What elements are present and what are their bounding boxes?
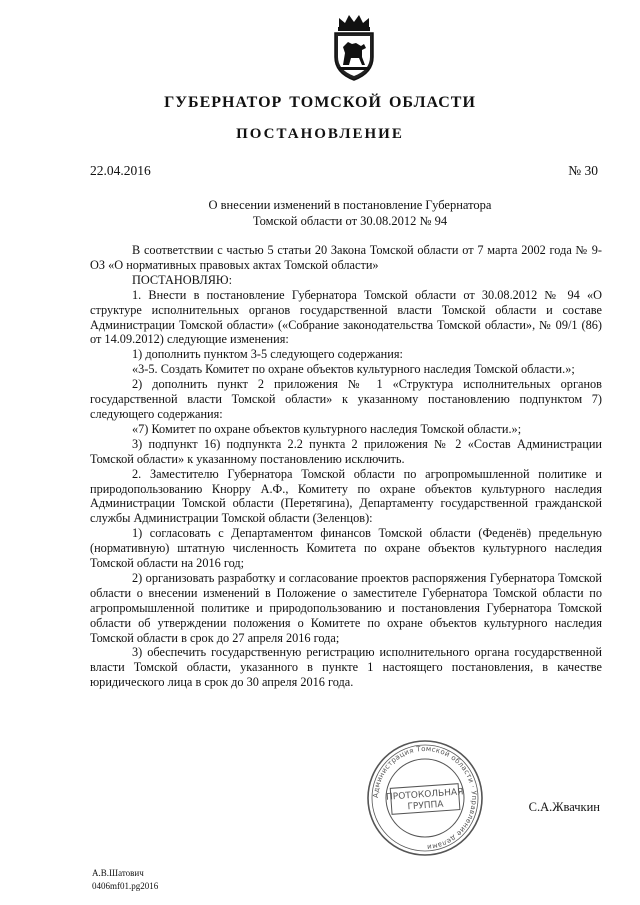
body-paragraph: В соответствии с частью 5 статьи 20 Закона Томской области от 7 марта 2002 года № 9-ОЗ «О нормативных правовых актах Томской области» bbox=[90, 243, 602, 272]
organization-title: ГУБЕРНАТОР ТОМСКОЙ ОБЛАСТИ bbox=[164, 94, 476, 111]
body-paragraph: 1) согласовать с Департаментом финансов Томской области (Феденёв) предельную (нормативную) штатную численность Комитета по охране объектов культурного наследия Томской области на 2016 год; bbox=[90, 526, 602, 571]
executor-file-code: 0406mf01.pg2016 bbox=[92, 881, 159, 891]
tomsk-coat-of-arms-icon bbox=[331, 13, 377, 83]
subject-line-2: Томской области от 30.08.2012 № 94 bbox=[252, 214, 448, 228]
document-number: № 30 bbox=[568, 163, 598, 178]
document-type: ПОСТАНОВЛЕНИЕ bbox=[236, 126, 404, 142]
subject-line-1: О внесении изменений в постановление Губернатора bbox=[208, 198, 492, 212]
signatory-name: С.А.Жвачкин bbox=[528, 800, 600, 814]
body-paragraph: ПОСТАНОВЛЯЮ: bbox=[132, 272, 232, 287]
executor-name: А.В.Шатович bbox=[92, 868, 144, 878]
document-date: 22.04.2016 bbox=[90, 163, 151, 178]
body-paragraph: 3) подпункт 16) подпункта 2.2 пункта 2 приложения № 2 «Состав Администрации Томской области» к указанному постановлению исключить. bbox=[90, 436, 602, 466]
body-paragraph: 2) организовать разработку и согласование проектов распоряжения Губернатора Томской области о внесении изменений в Положение о заместителе Губернатора Томской области по агропромышленной политике и природопользованию и постановления Губернатора Томской области об утверждении положения о Комитете по охране объектов культурного наследия Томской области в срок до 27 апреля 2016 года; bbox=[90, 570, 602, 645]
executor-block bbox=[92, 867, 158, 893]
document-body bbox=[90, 243, 602, 690]
body-paragraph: 3) обеспечить государственную регистрацию исполнительного органа государственной власти Томской области, указанного в пункте 1 настоящего постановления, в качестве юридического лица в срок до 30 апреля 2016 года. bbox=[90, 645, 602, 690]
stamp-center-line-1: ПРОТОКОЛЬНАЯ bbox=[385, 787, 464, 803]
body-paragraph: 2) дополнить пункт 2 приложения № 1 «Структура исполнительных органов государственной власти Томской области» к указанному постановлению подпунктом 7) следующего содержания: bbox=[90, 377, 602, 421]
stamp-center-line-2: ГРУППА bbox=[407, 799, 444, 813]
document-subject bbox=[140, 197, 560, 229]
stamp-ring-text: Администрация Томской области · Управление делами bbox=[371, 744, 479, 852]
body-paragraph: «7) Комитет по охране объектов культурного наследия Томской области.»; bbox=[132, 421, 522, 436]
body-paragraph: 1. Внести в постановление Губернатора Томской области от 30.08.2012 № 94 «О структуре исполнительных органов государственной власти Томской области и составе Администрации Томской области» («Собрание законодательства Томской области», № 09/1 (86) от 14.09.2012) следующие изменения: bbox=[90, 287, 602, 347]
body-paragraph: 1) дополнить пунктом 3-5 следующего содержания: bbox=[132, 347, 403, 362]
body-paragraph: 2. Заместителю Губернатора Томской области по агропромышленной политике и природопользованию Кнорру А.Ф., Комитету по охране объектов культурного наследия Администрации Томской области (Перетягина), Департаменту государственной гражданской службы Администрации Томской области (Зеленцов): bbox=[90, 466, 602, 526]
body-paragraph: «3-5. Создать Комитет по охране объектов культурного наследия Томской области.»; bbox=[132, 362, 575, 377]
official-stamp bbox=[365, 738, 485, 858]
